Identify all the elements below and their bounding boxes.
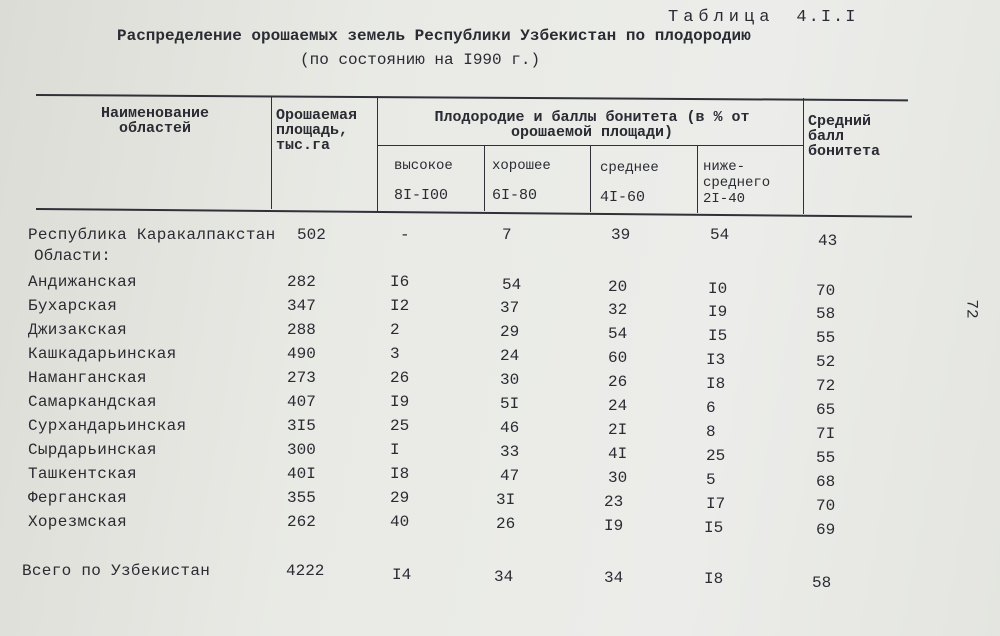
cell-region: Кашкадарьинская: [28, 345, 177, 363]
table-label: [668, 8, 857, 27]
cell-total-high: I4: [392, 566, 412, 584]
fertility-sub-rule: [378, 145, 804, 146]
cell-total-good: 34: [494, 568, 514, 586]
cell-high: 26: [390, 369, 410, 387]
cell-average: 72: [816, 377, 836, 395]
cell-medium: 32: [608, 301, 628, 319]
cell-below-medium: 5: [706, 471, 716, 489]
cell-below-medium: 6: [706, 399, 716, 417]
table-label-word: Таблица: [668, 8, 775, 27]
table-row: [0, 465, 1000, 491]
cell-medium: 39: [611, 226, 631, 244]
col-header-area-line3: тыс.га: [276, 137, 331, 154]
cell-below-medium: I0: [708, 280, 728, 298]
cell-region: Сурхандарьинская: [28, 417, 187, 435]
cell-high: 29: [390, 489, 410, 507]
header-bottom-rule: [36, 208, 912, 218]
table-row: [0, 513, 1000, 539]
table-total-row: [0, 562, 1000, 592]
cell-average: 68: [816, 473, 836, 491]
table-title: Распределение орошаемых земель Республики Узбекистан по плодородию: [117, 27, 751, 45]
cell-below-medium: I8: [706, 375, 726, 393]
cell-total-below-medium: I8: [704, 570, 724, 588]
subheader-below-medium-label1: ниже-: [703, 159, 746, 175]
cell-high: I2: [390, 297, 410, 315]
cell-medium: 23: [604, 493, 624, 511]
vline-2: [377, 96, 378, 211]
subheader-below-medium: [703, 159, 770, 207]
cell-area: 407: [287, 393, 316, 411]
cell-region: Наманганская: [28, 369, 147, 387]
cell-region: Сырдарьинская: [28, 441, 157, 459]
top-rule: [36, 94, 908, 101]
cell-below-medium: 54: [710, 226, 730, 244]
table-subtitle: (по состоянию на I990 г.): [300, 51, 541, 69]
cell-total-average: 58: [812, 574, 832, 592]
col-header-average-line1: Средний: [808, 113, 872, 130]
vline-4: [590, 146, 591, 212]
col-header-area: [276, 108, 376, 153]
cell-good: 46: [500, 419, 520, 437]
cell-region: Ташкентская: [28, 465, 137, 483]
cell-good: 37: [500, 299, 520, 317]
table-row: [0, 297, 1000, 323]
cell-high: 40: [390, 513, 410, 531]
cell-medium: 2I: [608, 421, 628, 439]
subheader-below-medium-range: 2I-40: [703, 191, 746, 207]
cell-average: 58: [816, 305, 836, 323]
subheader-good-range: 6I-80: [492, 187, 538, 204]
cell-medium: 60: [608, 349, 628, 367]
cell-good: 24: [500, 347, 520, 365]
subheader-high-label: высокое: [394, 158, 453, 174]
vline-5: [697, 146, 698, 213]
cell-medium: 24: [608, 397, 628, 415]
table-row: [0, 273, 1000, 300]
cell-high: 2: [390, 321, 400, 339]
table-number: 4.I.I: [796, 8, 858, 27]
col-header-area-line2: площадь,: [276, 122, 349, 139]
table-row: [0, 226, 1000, 248]
cell-average: 52: [816, 353, 836, 371]
vline-6: [803, 98, 804, 214]
cell-area: 282: [287, 273, 316, 291]
cell-area: 502: [297, 226, 326, 244]
subheader-medium-range: 4I-60: [600, 189, 646, 206]
table-row: [0, 393, 1000, 419]
cell-area: 300: [287, 441, 316, 459]
cell-region: Самаркандская: [28, 393, 157, 411]
cell-medium: 20: [608, 278, 628, 296]
cell-average: 43: [818, 232, 838, 250]
cell-medium: 30: [608, 469, 628, 487]
cell-good: 54: [502, 276, 522, 294]
cell-high: -: [400, 226, 410, 244]
subheader-medium: [600, 160, 659, 206]
col-header-region-line2: областей: [118, 120, 191, 137]
cell-average: 55: [816, 449, 836, 467]
cell-region: Бухарская: [28, 297, 118, 315]
cell-high: 25: [390, 417, 410, 435]
cell-area: 490: [287, 345, 316, 363]
cell-total-medium: 34: [604, 569, 624, 587]
subheader-below-medium-label2: среднего: [703, 175, 771, 191]
cell-good: 7: [502, 226, 512, 244]
subheader-high: [394, 158, 453, 204]
cell-average: 55: [816, 329, 836, 347]
cell-below-medium: I7: [706, 495, 726, 513]
cell-below-medium: 25: [706, 447, 726, 465]
cell-average: 65: [816, 401, 836, 419]
cell-medium: 26: [608, 373, 628, 391]
cell-high: 3: [390, 345, 400, 363]
cell-average: 70: [816, 282, 836, 300]
col-header-average: [808, 114, 908, 159]
cell-good: 33: [500, 443, 520, 461]
cell-below-medium: I9: [708, 303, 728, 321]
cell-good: 26: [496, 515, 516, 533]
cell-high: I6: [390, 273, 410, 291]
cell-region: Хорезмская: [28, 513, 128, 531]
col-header-average-line2: балл: [808, 128, 845, 145]
subheader-good-label: хорошее: [492, 158, 551, 174]
subheader-high-range: 8I-I00: [394, 187, 449, 204]
vline-3: [484, 146, 485, 211]
cell-area: 355: [287, 489, 316, 507]
cell-medium: 4I: [608, 445, 628, 463]
cell-good: 3I: [496, 491, 516, 509]
cell-area: 273: [287, 369, 316, 387]
subheader-good: [492, 158, 551, 204]
col-header-region-line1: Наименование: [100, 105, 210, 122]
cell-area: 40I: [287, 465, 316, 483]
cell-below-medium: I3: [706, 351, 726, 369]
cell-below-medium: I5: [708, 327, 728, 345]
col-header-region: [60, 106, 250, 136]
col-header-average-line3: бонитета: [808, 143, 881, 160]
cell-good: 47: [500, 467, 520, 485]
cell-region: Ферганская: [28, 489, 128, 507]
table-row: [0, 369, 1000, 395]
col-header-fertility: [382, 110, 802, 140]
col-header-fertility-line1: Плодородие и баллы бонитета (в % от: [434, 109, 750, 126]
vline-1: [271, 96, 272, 209]
table-row: [0, 321, 1000, 347]
table-row: [0, 489, 1000, 515]
cell-region: Республика Каракалпакстан: [28, 226, 276, 244]
cell-below-medium: 8: [706, 423, 716, 441]
cell-good: 30: [500, 371, 520, 389]
cell-average: 7I: [816, 425, 836, 443]
cell-below-medium: I5: [704, 519, 724, 537]
table-row: [0, 345, 1000, 371]
cell-area: 347: [287, 297, 316, 315]
cell-high: I9: [390, 393, 410, 411]
cell-area: 262: [287, 513, 316, 531]
cell-region: Андижанская: [28, 273, 137, 291]
page-number: 72: [962, 299, 981, 319]
cell-area: 288: [287, 321, 316, 339]
cell-total-label: Всего по Узбекистан: [22, 562, 211, 580]
table-row: [0, 417, 1000, 443]
subheader-medium-label: среднее: [600, 160, 659, 176]
cell-medium: I9: [604, 517, 624, 535]
cell-good: 5I: [500, 395, 520, 413]
cell-average: 69: [816, 521, 836, 539]
cell-region: Джизакская: [28, 321, 128, 339]
cell-high: I8: [390, 465, 410, 483]
col-header-fertility-line2: орошаемой площади): [510, 124, 674, 141]
cell-area: 3I5: [287, 417, 316, 435]
table-row: [0, 441, 1000, 467]
regions-subheader: Области:: [34, 247, 111, 265]
col-header-area-line1: Орошаемая: [276, 107, 358, 124]
cell-good: 29: [500, 323, 520, 341]
cell-high: I: [390, 441, 400, 459]
cell-average: 70: [816, 497, 836, 515]
cell-medium: 54: [608, 325, 628, 343]
cell-total-area: 4222: [286, 562, 325, 580]
